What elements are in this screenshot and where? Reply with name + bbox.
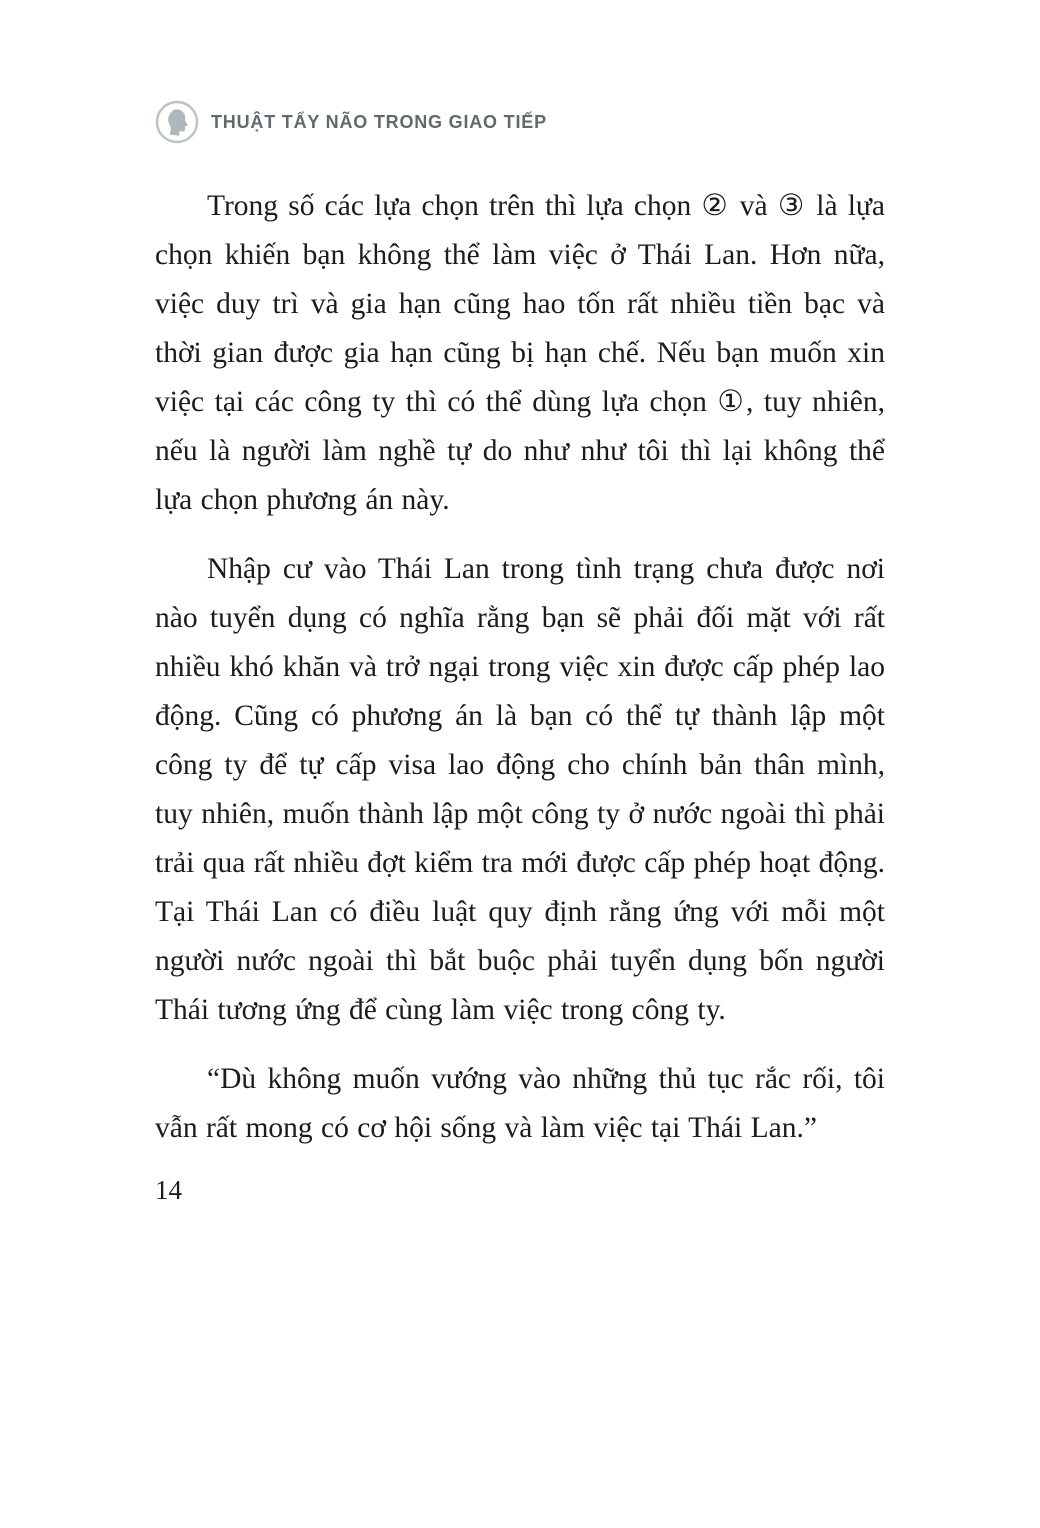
paragraph-2: Nhập cư vào Thái Lan trong tình trạng chưa được nơi nào tuyển dụng có nghĩa rằng bạn sẽ phải đối mặt với rất nhiều khó khăn và trở ngại trong việc xin được cấp phép lao động. Cũng có phương án là bạn có thể tự thành lập một công ty để tự cấp visa lao động cho chính bản thân mình, tuy nhiên, muốn thành lập một công ty ở nước ngoài thì phải trải qua rất nhiều đợt kiểm tra mới được cấp phép hoạt động. Tại Thái Lan có điều luật quy định rằng ứng với mỗi một người nước ngoài thì bắt buộc phải tuyển dụng bốn người Thái tương ứng để cùng làm việc trong công ty.: [155, 553, 885, 1026]
head-profile-icon: [155, 100, 199, 144]
paragraph-1: Trong số các lựa chọn trên thì lựa chọn ② và ③ là lựa chọn khiến bạn không thể làm việc ở Thái Lan. Hơn nữa, việc duy trì và gia hạn cũng hao tốn rất nhiều tiền bạc và thời gian được gia hạn cũng bị hạn chế. Nếu bạn muốn xin việc tại các công ty thì có thể dùng lựa chọn ①, tuy nhiên, nếu là người làm nghề tự do như như tôi thì lại không thể lựa chọn phương án này.: [155, 190, 885, 516]
page-content: [155, 100, 885, 1206]
chapter-header: [155, 100, 885, 144]
chapter-title: THUẬT TẨY NÃO TRONG GIAO TIẾP: [211, 111, 547, 132]
page-number: 14: [155, 1175, 182, 1205]
paragraph-3: “Dù không muốn vướng vào những thủ tục rắc rối, tôi vẫn rất mong có cơ hội sống và làm việc tại Thái Lan.”: [155, 1063, 885, 1144]
body-text: [155, 182, 885, 1153]
